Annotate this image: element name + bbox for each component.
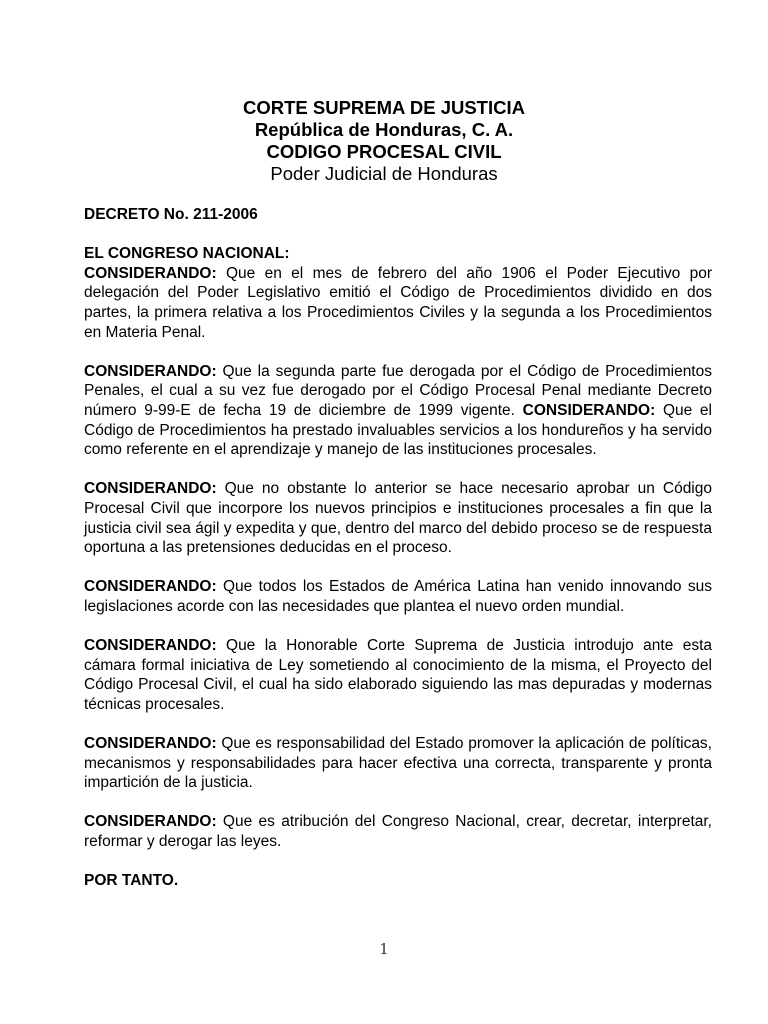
paragraph-text: Que es responsabilidad del Estado promover la aplicación de políticas, mecanismos y responsabilidades para hacer efectiva una correcta, transparente y pronta impartición de la justicia. [84, 735, 712, 792]
considerando-paragraph-7 [84, 812, 712, 851]
paragraph-text: Que no obstante lo anterior se hace necesario aprobar un Código Procesal Civil que incorpore los nuevos principios e instituciones procesales a fin que la justicia civil sea ágil y expedita y que, dentro del marco del debido proceso se de respuesta oportuna a las pretensiones deducidas en el proceso. [84, 480, 712, 557]
considerando-paragraph-6 [84, 734, 712, 793]
considerando-label: CONSIDERANDO: [84, 480, 217, 498]
considerando-paragraph-3 [84, 479, 712, 557]
paragraph-text: Que en el mes de febrero del año 1906 el Poder Ejecutivo por delegación del Poder Legislativo emitió el Código de Procedimientos dividido en dos partes, la primera relativa a los Procedimientos Civiles y la segunda a los Procedimientos en Materia Penal. [84, 264, 712, 341]
considerando-label: CONSIDERANDO: [84, 264, 217, 282]
considerando-label: CONSIDERANDO: [84, 578, 217, 596]
considerando-label: CONSIDERANDO: [522, 401, 656, 419]
considerando-paragraph-5 [84, 636, 712, 714]
considerando-paragraph-2 [84, 362, 712, 460]
paragraph-text: Que la Honorable Corte Suprema de Justicia introdujo ante esta cámara formal iniciativa de Ley sometiendo al conocimiento de la misma, el Proyecto del Código Procesal Civil, el cual ha sido elaborado siguiendo las mas depuradas y modernas técnicas procesales. [84, 637, 712, 713]
paragraph-text: Que es atribución del Congreso Nacional, crear, decretar, interpretar, reformar y derogar las leyes. [84, 813, 712, 850]
considerando-label: CONSIDERANDO: [84, 735, 217, 753]
paragraph-text: Que todos los Estados de América Latina han venido innovando sus legislaciones acorde con las necesidades que plantea el nuevo orden mundial. [84, 578, 712, 615]
congress-heading: EL CONGRESO NACIONAL: [84, 245, 290, 263]
paragraph-text: Que el Código de Procedimientos ha prestado invaluables servicios a los hondureños y ha servido como referente en el aprendizaje y manejo de las instituciones procesales. [84, 401, 712, 459]
considerando-label: CONSIDERANDO: [84, 637, 217, 655]
paragraph-text: Que la segunda parte fue derogada por el Código de Procedimientos Penales, el cual a su vez fue derogado por el Código Procesal Penal mediante Decreto número 9-99-E de fecha 19 de diciembre de 1999 vigente. [84, 362, 712, 419]
judicial-subtitle: Poder Judicial de Honduras [270, 163, 498, 184]
code-title: CODIGO PROCESAL CIVIL [266, 141, 502, 162]
court-title: CORTE SUPREMA DE JUSTICIA [243, 97, 525, 118]
page-number: 1 [379, 940, 389, 958]
country-title: República de Honduras, C. A. [254, 119, 514, 140]
considerando-paragraph-4 [84, 577, 712, 616]
document-body [84, 205, 712, 910]
considerando-paragraph-1 [84, 264, 712, 342]
document-header [0, 97, 768, 185]
por-tanto-heading: POR TANTO. [84, 872, 179, 890]
considerando-label: CONSIDERANDO: [84, 362, 217, 380]
considerando-label: CONSIDERANDO: [84, 813, 217, 831]
decree-number: DECRETO No. 211-2006 [84, 206, 258, 223]
